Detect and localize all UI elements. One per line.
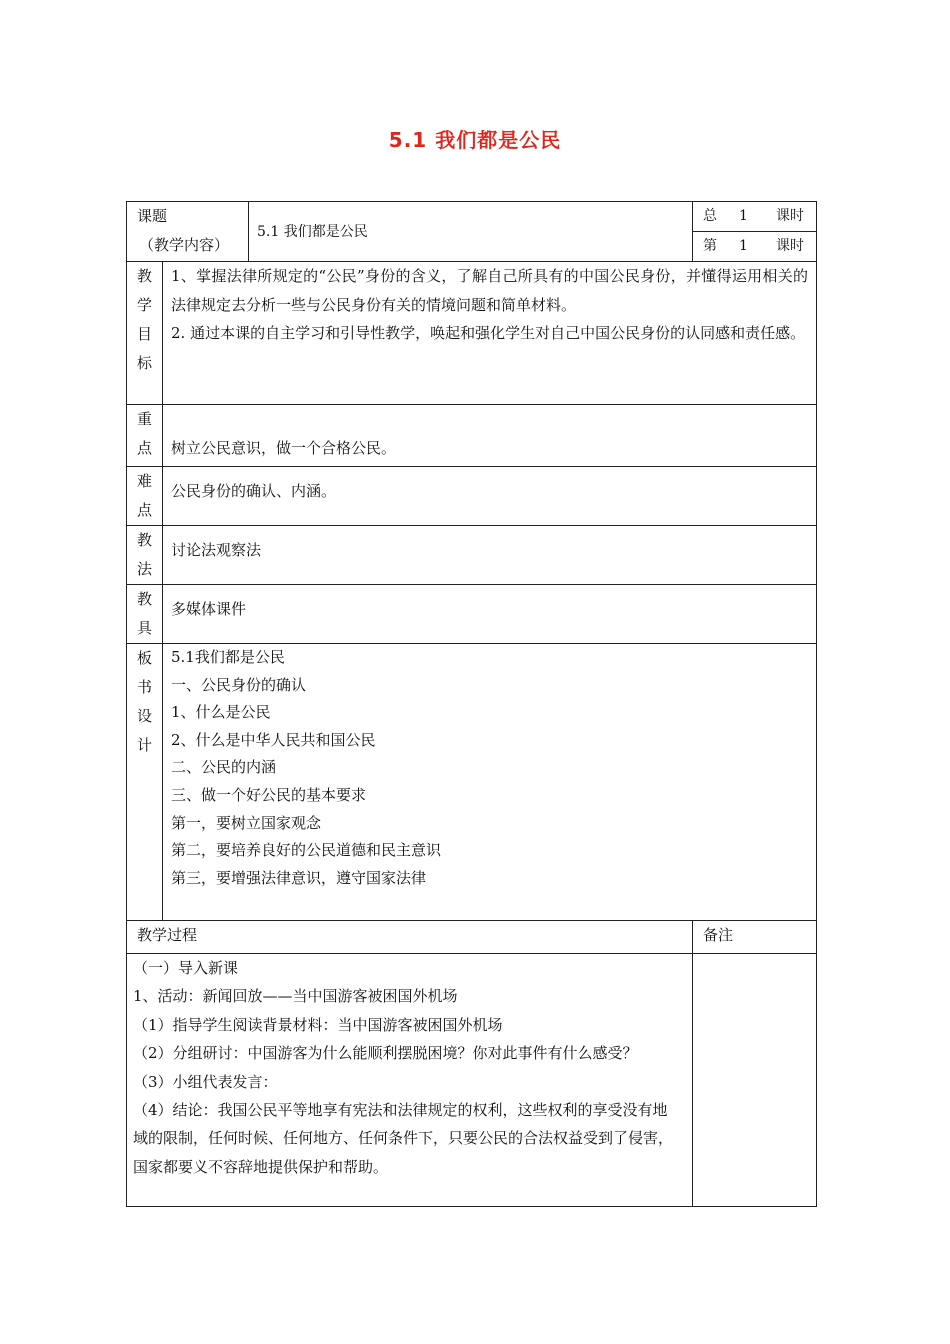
notes-header: 备注 (693, 921, 817, 954)
topic-value-cell (249, 202, 693, 262)
period-cell (693, 202, 817, 262)
board-line: 三、做一个好公民的基本要求 (171, 785, 367, 804)
process-line: （一）导入新课 (133, 959, 239, 977)
notes-content (693, 954, 817, 1207)
board-line: 1、什么是公民 (171, 703, 271, 722)
board-line: 5.1我们都是公民 (171, 648, 285, 666)
lesson-plan-table (126, 201, 817, 1207)
board-line: 二、公民的内涵 (171, 758, 277, 777)
method-label: 教 法 (127, 526, 163, 585)
topic-value: 5.1 我们都是公民 (257, 223, 368, 240)
process-content (127, 954, 693, 1207)
board-line: 第三，要增强法律意识，遵守国家法律 (171, 868, 427, 887)
process-line: （3）小组代表发言： (133, 1072, 278, 1091)
board-label: 板 书 设 计 (127, 644, 163, 921)
topic-label-cell (127, 202, 249, 262)
topic-label: 课题 (137, 207, 168, 225)
method-content: 讨论法观察法 (163, 526, 817, 585)
objective-1: 1、掌握法律所规定的“公民”身份的含义，了解自己所具有的中国公民身份，并懂得运用相关的法律规定去分析一些与公民身份有关的情境问题和简单材料。 (171, 267, 809, 314)
difficulty-label: 难 点 (127, 467, 163, 526)
process-line: （1）指导学生阅读背景材料：当中国游客被困国外机场 (133, 1015, 503, 1034)
board-content (163, 644, 817, 921)
process-line: （4）结论：我国公民平等地享有宪法和法律规定的权利，这些权利的享受没有地域的限制，任何时候、任何地方、任何条件下，只要公民的合法权益受到了侵害，国家都要义不容辞地提供保护和帮助。 (133, 1101, 674, 1176)
tools-content: 多媒体课件 (163, 585, 817, 644)
process-line: （2）分组研讨：中国游客为什么能顺利摆脱困境？你对此事件有什么感受？ (133, 1044, 638, 1063)
objectives-label: 教 学 目 标 (127, 262, 163, 405)
difficulty-content: 公民身份的确认、内涵。 (163, 467, 817, 526)
objective-2: 2. 通过本课的自主学习和引导性教学，唤起和强化学生对自己中国公民身份的认同感和责任感。 (171, 324, 806, 342)
total-periods: 总 1 课时 (703, 208, 805, 224)
key-point-label: 重 点 (127, 405, 163, 467)
board-line: 2、什么是中华人民共和国公民 (171, 730, 376, 749)
key-point-content: 树立公民意识，做一个合格公民。 (163, 405, 817, 467)
board-line: 第一，要树立国家观念 (171, 813, 322, 832)
process-line: 1、活动：新闻回放——当中国游客被困国外机场 (133, 987, 458, 1006)
tools-label: 教 具 (127, 585, 163, 644)
board-line: 第二，要培养良好的公民道德和民主意识 (171, 841, 442, 860)
topic-sublabel: （教学内容） (139, 236, 230, 254)
page-title: 5.1 我们都是公民 (388, 128, 562, 152)
board-line: 一、公民身份的确认 (171, 675, 307, 694)
objectives-content (163, 262, 817, 405)
process-header: 教学过程 (127, 921, 693, 954)
current-period: 第 1 课时 (693, 231, 816, 261)
